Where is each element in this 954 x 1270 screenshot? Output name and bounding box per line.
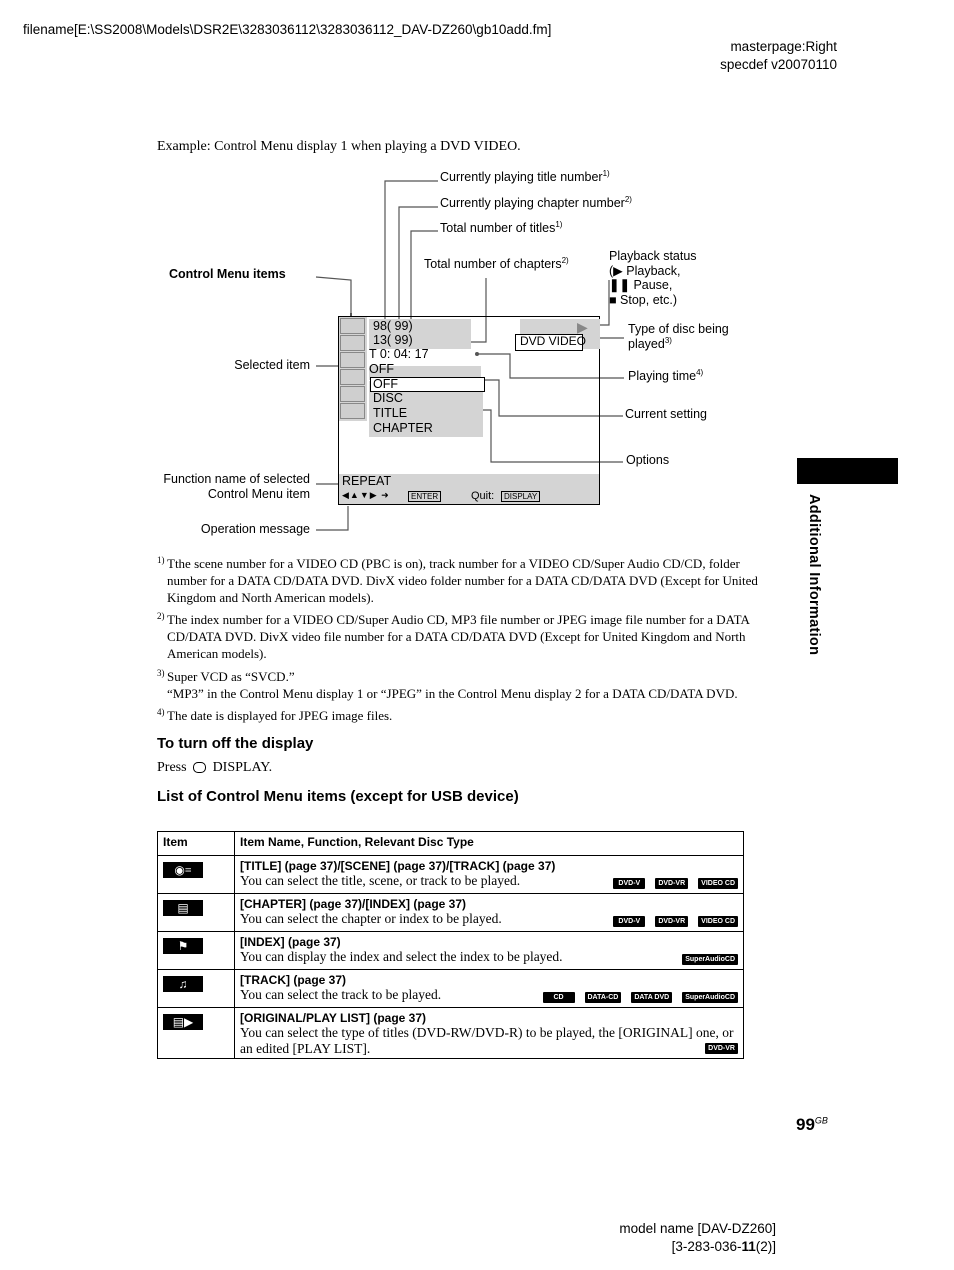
chapter-icon: ▤ [163,900,203,916]
table-header-row [158,832,744,856]
control-menu-items-table [157,831,744,1059]
display-button-icon [193,762,206,773]
table-row [158,970,744,1008]
screen-option-1: DISC [373,391,403,405]
table-row [158,856,744,894]
screen-playing-time: T 0: 04: 17 [369,347,429,361]
label-current-setting: Current setting [625,407,707,421]
label-total-titles: Total number of titles$^{1)}$ [440,219,563,235]
header-masterpage: masterpage:Right [730,39,837,54]
label-title-number: Currently playing title number$^{1)}$ [440,168,610,184]
screen-title-count: 98( 99) [373,319,413,333]
label-chapter-number: Currently playing chapter number$^{2)}$ [440,194,632,210]
footnote-3: 3) Super VCD as “SVCD.” “MP3” in the Control Menu display 1 or “JPEG” in the Control Menu display 2 for a DATA CD/DATA DVD. [157,668,738,701]
row-name: [CHAPTER] (page 37)/[INDEX] (page 37) [240,897,467,911]
screen-current-setting: OFF [369,362,394,376]
label-playback-status: Playback status (▶ Playback, ❚❚ Pause, ■ Stop, etc.) [609,249,697,307]
press-display-instruction: Press DISPLAY. [157,760,273,775]
section-heading-control-menu-list: List of Control Menu items (except for USB device) [157,788,519,805]
row-name: [TRACK] (page 37) [240,973,347,987]
table-header-item: Item [158,832,235,856]
disc-badge: VIDEO CD [698,878,738,889]
label-control-menu-items: Control Menu items [169,267,286,281]
header-filename: filename[E:\SS2008\Models\DSR2E\3283036112\3283036112_DAV-DZ260\gb10add.fm] [23,22,552,37]
label-operation-message: Operation message [200,522,310,536]
side-tab-marker [797,458,898,484]
menu-icon-slot [340,369,365,385]
control-menu-screen [338,316,600,505]
label-selected-item: Selected item [234,358,310,372]
menu-icon-list [340,318,365,420]
track-icon: ♫ [163,976,203,992]
screen-option-0: OFF [373,377,398,391]
footer-model-info [619,1220,776,1256]
disc-badge: DVD-VR [655,878,688,889]
header-specdef: specdef v20070110 [720,57,837,72]
table-header-name: Item Name, Function, Relevant Disc Type [235,832,744,856]
screen-arrow-keys: ◀▲▼▶ ➜ [342,490,390,500]
footer-code: [3-283-036-11(2)] [671,1239,776,1254]
disc-badge: VIDEO CD [698,916,738,927]
label-function-name: Function name of selected Control Menu item [163,472,310,501]
label-options: Options [626,453,670,467]
row-name: [ORIGINAL/PLAY LIST] (page 37) [240,1011,427,1025]
original-playlist-icon: ▤▶ [163,1014,203,1030]
footnote-2: 2) The index number for a VIDEO CD/Super Audio CD, MP3 file number or JPEG image file number for a DATA CD/DATA DVD. DivX video file number for a DATA CD/DATA DVD (Except for United Kingdom and North American models). [157,611,750,661]
disc-badge: SuperAudioCD [682,954,738,965]
disc-badge: DVD-VR [705,1043,738,1054]
row-name: [TITLE] (page 37)/[SCENE] (page 37)/[TRACK] (page 37) [240,859,556,873]
play-icon: ▶ [613,263,623,278]
title-icon: ◉≡ [163,862,203,878]
footer-model: model name [DAV-DZ260] [619,1221,776,1236]
table-row [158,894,744,932]
label-disc-type: Type of disc being played$^{3)}$ [628,322,729,351]
disc-badge: DVD-VR [655,916,688,927]
disc-badge: SuperAudioCD [682,992,738,1003]
screen-option-3: CHAPTER [373,421,433,435]
index-icon: ⚑ [163,938,203,954]
footnote-1: 1) Tthe scene number for a VIDEO CD (PBC is on), track number for a VIDEO CD/Super Audio CD/CD, folder number for a DATA CD/DATA DVD. DivX video folder number for a DATA CD/DATA DVD (Except for United Kingdom and North American models). [157,555,758,605]
label-total-chapters: Total number of chapters$^{2)}$ [424,255,569,271]
stop-icon: ■ [609,292,617,307]
label-playing-time: Playing time$^{4)}$ [628,367,704,383]
screen-disc-type: DVD VIDEO [520,334,587,348]
menu-icon-slot [340,352,365,368]
row-desc: You can display the index and select the index to be played. [240,949,563,964]
example-caption: Example: Control Menu display 1 when playing a DVD VIDEO. [157,139,521,154]
screen-chapter-count: 13( 99) [373,333,413,347]
table-row [158,1008,744,1059]
page-number: $99^{GB}$ [796,1115,828,1134]
menu-icon-slot [340,335,365,351]
table-row [158,932,744,970]
screen-display-key: DISPLAY [501,491,540,502]
menu-icon-slot [340,403,365,419]
pause-icon: ❚❚ [609,278,630,292]
footnote-4: 4) The date is displayed for JPEG image files. [157,707,393,723]
disc-badge: DATA-CD [585,992,622,1003]
screen-option-2: TITLE [373,406,408,420]
menu-icon-slot [340,386,365,402]
row-desc: You can select the chapter or index to be played. [240,911,502,926]
disc-badge: DVD-V [613,878,645,889]
section-heading-turn-off: To turn off the display [157,735,314,752]
screen-play-status-icon: ▶ [577,319,588,335]
disc-badge: DVD-V [613,916,645,927]
menu-icon-slot [340,318,365,334]
row-name: [INDEX] (page 37) [240,935,341,949]
row-desc: You can select the track to be played. [240,987,442,1002]
screen-function-name: REPEAT [342,474,392,488]
row-desc: You can select the title, scene, or track to be played. [240,873,521,888]
screen-enter-key: ENTER [408,491,441,502]
screen-quit-label: Quit: [471,490,495,502]
disc-badge: DATA DVD [631,992,672,1003]
side-tab-label: Additional Information [806,494,822,656]
disc-badge: CD [543,992,575,1003]
row-desc: You can select the type of titles (DVD-RW/DVD-R) to be played, the [ORIGINAL] one, or an edited [PLAY LIST]. [240,1025,734,1056]
